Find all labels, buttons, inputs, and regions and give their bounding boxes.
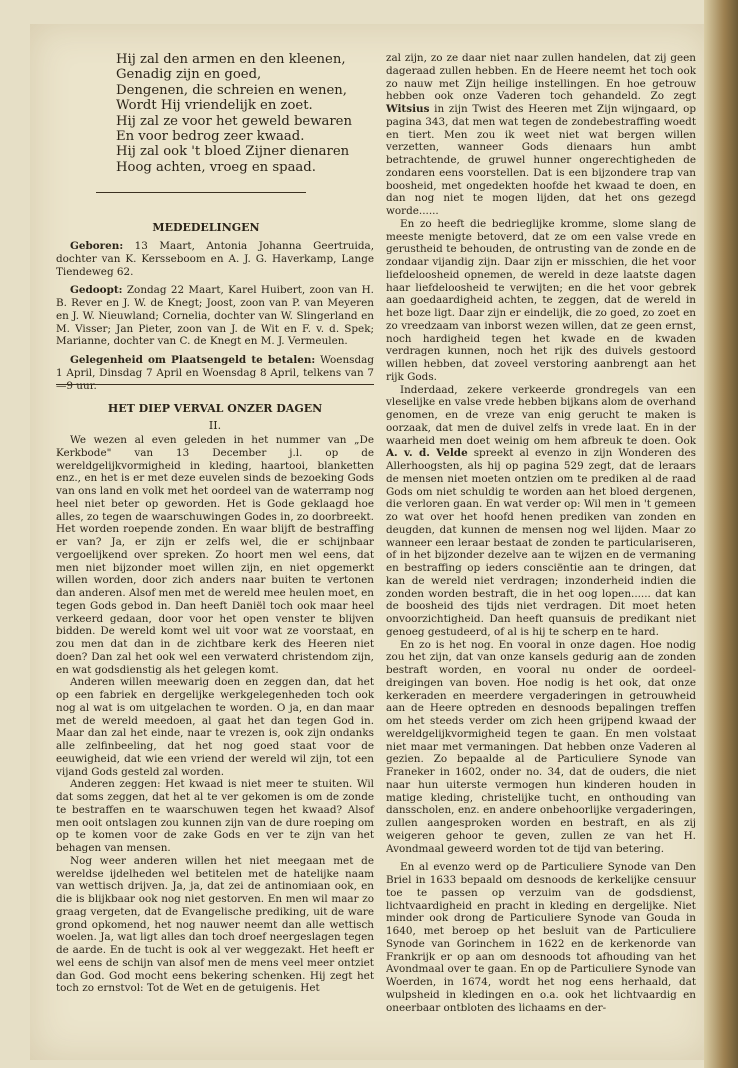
divider — [56, 384, 374, 385]
poem-line: Genadig zijn en goed, — [116, 67, 262, 83]
author-name: Witsius — [386, 103, 430, 115]
payment-text: Woensdag 1 April, Dinsdag 7 April en Woensdag 8 April, telkens van 7—9 uur. — [56, 354, 374, 392]
article-paragraph: En zo heeft die bedrieglijke kromme, slome slang de meeste menigte betoverd, dat ze om een valse vrede en gerustheid te behouden, de ontrusting van de zonde en de zondaar vijandig zijn. Daar zijn er misschien, die het voor liefdeloosheid opnemen, de wereld in deze laatste dagen haar liefdeloosheid te verwijten; en die het voor gebrek aan goedaardigheid achten, te zeggen, dat de wereld in het boze ligt. Daar zijn er eindelijk, die zo goed, zo zoet en zo vreedzaam van inborst wezen willen, dat ze geen ernst, noch hardigheid tegen het kwade en de kwaden verdragen kunnen, noch het rijk des duivels gestoord willen hebben, dat zoveel verstoring aanbrengt aan het rijk Gods. — [386, 217, 696, 383]
article-paragraph: Anderen willen meewarig doen en zeggen dan, dat het op een fabriek en dergelijke werkgelegenheden toch ook nog al wat is om uitgelachen te worden. O ja, en dan maar met de wereld meedoen, al gaat het dan tegen God in. Maar dan zal het einde, naar te vrezen is, ook zijn ondanks alle zelfinbeeling, dat het nog goed staat voor de eeuwigheid, dat wie een vriend der wereld wil zijn, tot een vijand Gods gesteld zal worden. — [56, 676, 374, 778]
article-right-column — [386, 52, 696, 1014]
article-paragraph: Anderen zeggen: Het kwaad is niet meer te stuiten. Wil dat soms zeggen, dat het al te ver gekomen is om de zonde te bestraffen en te waarschuwen tegen het kwaad? Alsof men ooit ontslagen zou kunnen zijn van de dure roeping om op te komen voor de zake Gods en ver te zijn van het behagen van mensen. — [56, 778, 374, 854]
paragraph-text: zal zijn, zo ze daar niet naar zullen handelen, dat zij geen dageraad zullen hebben. En de Heere neemt het toch ook zo nauw met Zijn heilige instellingen. En hoe getrouw hebben ook onze Vaderen toch gehandeld. Zo zegt — [386, 52, 696, 103]
baptism-text: Zondag 22 Maart, Karel Huibert, zoon van H. B. Rever en J. W. de Knegt; Joost, zoon van P. van Meyeren en J. W. Nieuwland; Cornelia, dochter van W. Slingerland en M. Visser; Jan Pieter, zoon van J. de Wit en F. v. d. Spek; Marianne, dochter van C. de Knegt en M. J. Vermeulen. — [56, 284, 374, 348]
article-paragraph: We wezen al even geleden in het nummer van „De Kerkbode" van 13 December j.l. op de wereldgelijkvormigheid in kleding, haartooi, blanketten enz., en het is er met deze euvelen sinds de bezoeking Gods van ons land en volk met het oordeel van de waterramp nog heel niet beter op geworden. Het is Gode geklaagd hoe alles, zo tegen de waarschuwingen Godes in, zo doorbreekt. Het worden roepende zonden. En waar blijft de bestraffing er van? Ja, er zijn er zelfs wel, die er schijnbaar vergoelijkend over spreken. Zo hoort men wel eens, dat men niet bijzonder moet willen zijn, en niet opgemerkt willen worden, door zich anders naar buiten te vertonen dan anderen. Alsof men met de wereld mee heulen moet, en tegen Gods gebod in. Dan heeft Daniël toch ook maar heel verkeerd gedaan, door voor het open venster te blijven bidden. De wereld komt wel uit voor wat ze voorstaat, en zou men dat dan in de zichtbare kerk des Heeren niet doen? Dan zal het ook wel een verwaterd christendom zijn, en wat godsdienstig als het gelegen komt. — [56, 434, 374, 676]
birth-label: Geboren: — [70, 240, 124, 252]
poem-line: En voor bedrog zeer kwaad. — [116, 129, 305, 145]
poem-line: Dengenen, die schreien en wenen, — [116, 82, 347, 98]
mededelingen-section — [56, 240, 374, 392]
poem-line: Hij zal ze voor het geweld bewaren — [116, 113, 352, 129]
baptism-notice — [56, 284, 374, 348]
page-spine-shadow — [704, 0, 738, 1068]
poem-line: Hoog achten, vroeg en spaad. — [116, 159, 316, 175]
article-paragraph — [386, 52, 696, 218]
article-title: HET DIEP VERVAL ONZER DAGEN — [107, 402, 323, 415]
payment-notice — [56, 354, 374, 392]
poem-verse — [76, 52, 352, 175]
article-paragraph: Nog weer anderen willen het niet meegaan met de wereldse ijdelheden wel betitelen met de hatelijke naam van wettisch drijven. Ja, ja, dat zei de antinomiaan ook, en die is blijkbaar ook nog niet gestorven. En men wil maar zo graag vergeten, dat de Evangelische prediking, uit de ware grond opkomend, het nog nauwer neemt dan alle wettisch woelen. Ja, wat ligt alles dan toch droef neergeslagen tegen de aarde. En de tucht is ook al ver weggezakt. Het heeft er wel eens de schijn van alsof men de mens veel meer ontziet dan God. God mocht eens bekering schenken. Hij zegt het toch zo ernstvol: Tot de Wet en de getuigenis. Het — [56, 854, 374, 995]
article-paragraph — [386, 384, 696, 639]
birth-notice — [56, 240, 374, 278]
article-paragraph: En zo is het nog. En vooral in onze dagen. Hoe nodig zou het zijn, dat van onze kansels gedurig aan de zonden bestraft worden, en vooral nu onder de oordeel-dreigingen van boven. Hoe nodig is het ook, dat onze kerkeraden en meerdere vergaderingen in getrouwheid aan de Heere optreden en desnoods bepalingen treffen om het steeds verder om zich heen grijpend kwaad der wereldgelijkvormigheid tegen te gaan. En men volstaat niet maar met vermaningen. Dat hebben onze Vaderen al gezien. Zo bepaalde al de Particuliere Synode van Franeker in 1602, onder no. 34, dat de ouders, die niet naar hun uiterste vermogen hun kinderen houden in matige kleding, christelijke tucht, en onthouding van dansscholen, enz. en andere onbehoorlijke vergaderingen, zullen aangesproken worden en bestraft, en als zij weigeren gehoor te geven, zullen ze van het H. Avondmaal geweerd worden tot de tijd van betering. — [386, 638, 696, 855]
paragraph-text: spreekt al evenzo in zijn Wonderen des Allerhoogsten, als hij op pagina 529 zegt, dat de leraars de mensen niet moeten ontzien om te prediken al de raad Gods om niet schuldig te worden aan het bloed dergenen, die verloren gaan. En wat verder op: Wil men in 't gemeen zo wat over het hoofd henen prediken van zonden en deugden, dat kunnen de mensen nog wel lijden. Maar zo wanneer een leraar bestaat de zonden te particulariseren, of in het bijzonder dezelve aan te wijzen en de vermaning en bestraffing op ieders consciëntie aan te dringen, dat kan de wereld niet verdragen; inzonderheid indien die zonden worden bestraft, die in het oog lopen...... dat kan de boosheid des tijds niet verdragen. Dit moet heten onvoorzichtigheid. Dan heeft quansuis de predikant niet genoeg gestudeerd, of al is hij te scherp en te hard. — [386, 447, 696, 638]
author-name: A. v. d. Velde — [386, 447, 468, 460]
birth-text: 13 Maart, Antonia Johanna Geertruida, dochter van K. Kersseboom en A. J. G. Haverkamp, Lange Tiendeweg 62. — [56, 240, 374, 278]
paragraph-text: Inderdaad, zekere verkeerde grondregels van een vleselijke en valse vrede hebben bijkans alom de overhand genomen, en de vreze van enig gerucht te maken is oorzaak, dat men de duivel zelfs in vrede laat. En in der waarheid men doet weinig om hem afbreuk te doen. Ook — [386, 383, 696, 447]
article-part-number: II. — [208, 419, 222, 432]
article-left-column — [56, 434, 374, 995]
payment-label: Gelegenheid om Plaatsengeld te betalen: — [70, 354, 316, 366]
paragraph-text: in zijn Twist des Heeren met Zijn wijngaard, op pagina 343, dat men wat tegen de zondebestraffing woedt en tiert. Men zou ik weet niet wat bergen willen verzetten, wanneer Gods dienaars hun ambt betrachtende, de gruwel hunner ongerechtigheden de zondaren eens voorstellen. Dat is een bijzondere trap van boosheid, met ongedekten hoofde het kwaad te doen, en dan nog niet te mogen lijden, dat het ons gezegd worde...... — [386, 103, 696, 217]
poem-line: Hij zal ook 't bloed Zijner dienaren — [116, 144, 350, 160]
poem-line: Wordt Hij vriendelijk en zoet. — [116, 98, 313, 114]
mededelingen-heading: MEDEDELINGEN — [152, 221, 260, 234]
baptism-label: Gedoopt: — [70, 284, 123, 297]
poem-line: Hij zal den armen en den kleenen, — [116, 52, 346, 67]
article-paragraph: En al evenzo werd op de Particuliere Synode van Den Briel in 1633 bepaald om desnoods de kerkelijke censuur toe te passen op verzuim van de godsdienst, lichtvaardigheid en pracht in kleding en dergelijke. Niet minder ook drong de Particuliere Synode van Gouda in 1640, met beroep op het besluit van de Particuliere Synode van Gorinchem in 1622 en de kerkenorde van Frankrijk er op aan om desnoods tot afhouding van het Avondmaal over te gaan. En op de Particuliere Synode van Woerden, in 1674, wordt het nog eens herhaald, dat wulpsheid in kledingen en o.a. ook het lichtvaardig en oneerbaar ontbloten des lichaams en der- — [386, 861, 696, 1014]
divider — [96, 192, 306, 193]
